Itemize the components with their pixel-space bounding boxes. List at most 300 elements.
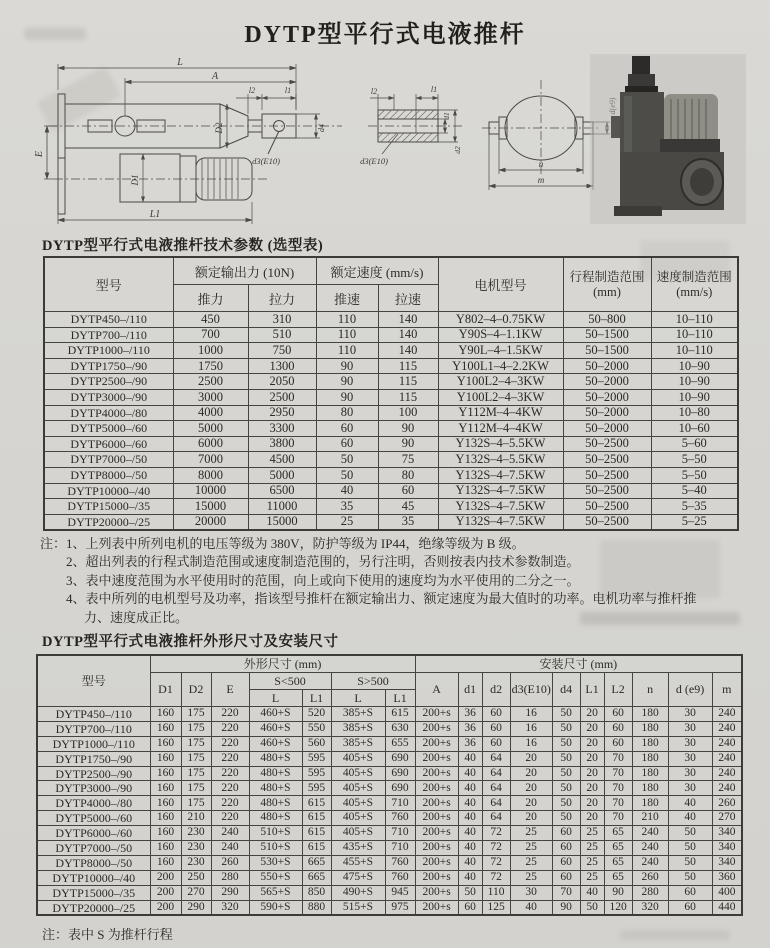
col-header-L-gt: L [331,690,385,707]
table-row [44,452,738,468]
table-cell: 160 [150,736,181,751]
table-cell: 405+S [331,811,385,826]
dim-label-D1: D1 [130,174,140,186]
table-cell: 210 [181,811,211,826]
table-cell: 15000 [248,514,316,530]
table-cell: 60 [604,721,632,736]
table-cell: 40 [316,483,378,499]
table-cell: 20 [580,796,604,811]
table-cell: 70 [604,751,632,766]
table-cell: 50 [552,796,580,811]
col-header-motor: 电机型号 [438,257,563,312]
table-cell: Y802–4–0.75KW [438,312,563,328]
dim-label-l1: l1 [284,86,292,95]
table-cell: 20 [510,796,552,811]
table-cell: DYTP3000–/90 [44,389,173,405]
table-cell: 10–80 [651,405,738,421]
table-cell: 40 [458,766,482,781]
table-cell: 65 [604,841,632,856]
table-cell: 5–25 [651,514,738,530]
scan-artifact [620,930,730,940]
col-header-de9: d (e9) [668,673,712,707]
table-cell: 160 [150,855,181,870]
table1-title: DYTP型平行式电液推杆技术参数 (选型表) [42,238,324,254]
table-cell: 200+s [415,781,458,796]
table-cell: 50–2000 [563,374,651,390]
table-row [44,514,738,530]
table-cell: 60 [552,870,580,885]
table-cell: 140 [378,343,438,359]
table-cell: 65 [604,855,632,870]
table-cell: 72 [482,841,510,856]
table-cell: 175 [181,736,211,751]
dim-label-d4: d4 [317,124,326,132]
table-cell: 180 [632,781,668,796]
table-cell: 25 [580,870,604,885]
table-row [37,751,742,766]
note-item-4: 4、表中所列的电机型号及功率，指该型号推杆在额定输出力、额定速度为最大值时的功率。电机功率与推杆推力、速度成正比。 [66,591,697,625]
table-cell: 72 [482,870,510,885]
table-cell: 50 [668,870,712,885]
table-cell: 140 [378,312,438,328]
table-cell: 975 [385,900,415,915]
table-cell: DYTP450–/110 [44,312,173,328]
table-cell: DYTP7000–/50 [37,841,150,856]
table-cell: 72 [482,826,510,841]
product-photo [590,54,746,224]
table-cell: 250 [181,870,211,885]
table-cell: 60 [604,707,632,722]
col-header-L-lt: L [249,690,302,707]
col-group-install: 安装尺寸 (mm) [415,655,742,673]
table-cell: 180 [632,751,668,766]
table-cell: 175 [181,721,211,736]
table-cell: 340 [712,855,742,870]
table-cell: Y90L–4–1.5KW [438,343,563,359]
table-cell: 60 [378,483,438,499]
table-cell: 110 [316,343,378,359]
table-cell: 40 [510,900,552,915]
table-cell: 64 [482,766,510,781]
table-row [44,483,738,499]
table-cell: 405+S [331,796,385,811]
table-cell: 125 [482,900,510,915]
table-cell: 70 [604,796,632,811]
table-cell: 115 [378,358,438,374]
table-cell: 690 [385,751,415,766]
table-cell: 405+S [331,826,385,841]
table-cell: 200+s [415,885,458,900]
table-cell: 220 [211,721,249,736]
table-cell: 340 [712,841,742,856]
dim-label-A: A [211,71,219,82]
table-cell: 200 [150,885,181,900]
table-row [44,374,738,390]
table-cell: 2500 [173,374,248,390]
table-cell: 16 [510,707,552,722]
table-cell: 280 [632,885,668,900]
table-cell: 40 [668,811,712,826]
table-cell: 20000 [173,514,248,530]
table-cell: DYTP1000–/110 [37,736,150,751]
figure-area [30,54,746,232]
table2-footnote: 注：表中 S 为推杆行程 [42,927,173,942]
table-cell: 90 [552,900,580,915]
table-cell: 10–110 [651,343,738,359]
table-cell: 20 [580,766,604,781]
table-cell: 16 [510,736,552,751]
table-cell: 220 [211,766,249,781]
table-cell: DYTP700–/110 [44,327,173,343]
col-header-model2: 型号 [37,655,150,707]
table-cell: 460+S [249,736,302,751]
table-cell: 20 [510,811,552,826]
table-cell: 50 [552,721,580,736]
dim-label-E: E [34,150,45,158]
table-cell: 70 [552,885,580,900]
table-cell: 710 [385,841,415,856]
table-cell: 30 [510,885,552,900]
table-cell: 11000 [248,499,316,515]
table-cell: DYTP1750–/90 [44,358,173,374]
table-cell: 175 [181,707,211,722]
table-cell: 400 [712,885,742,900]
table-cell: 25 [510,870,552,885]
table-cell: 5–40 [651,483,738,499]
table-cell: 760 [385,811,415,826]
table-cell: 16 [510,721,552,736]
table-cell: 750 [248,343,316,359]
table-cell: 10000 [173,483,248,499]
table-row [44,389,738,405]
table-cell: 1300 [248,358,316,374]
table-cell: 10–90 [651,389,738,405]
table-cell: DYTP2500–/90 [37,766,150,781]
table-cell: 385+S [331,736,385,751]
table-row [44,405,738,421]
table-cell: 40 [458,826,482,841]
table-cell: 690 [385,766,415,781]
table-cell: 480+S [249,811,302,826]
table-cell: 160 [150,841,181,856]
table-cell: DYTP10000–/40 [44,483,173,499]
dim-label-L1: L1 [149,209,161,220]
col-header-E: E [211,673,249,707]
table-cell: 700 [173,327,248,343]
dimension-table [36,654,743,916]
table-cell: 200+s [415,826,458,841]
table-cell: 240 [712,721,742,736]
spec-table-body [44,312,738,531]
col-header-push-speed: 推速 [316,285,378,312]
table-row [44,343,738,359]
table-cell: DYTP1000–/110 [44,343,173,359]
table-cell: 50 [458,885,482,900]
table-cell: 175 [181,781,211,796]
table-cell: 30 [668,721,712,736]
table-row [37,781,742,796]
note-item-3: 3、表中速度范围为水平使用时的范围，向上或向下使用的速度均为水平使用的二分之一。 [66,572,580,588]
table-cell: Y132S–4–5.5KW [438,452,563,468]
dim-label-l1-detail: l1 [430,85,438,94]
table-cell: 480+S [249,796,302,811]
table-cell: 6500 [248,483,316,499]
table-cell: DYTP1750–/90 [37,751,150,766]
table-cell: 200+s [415,900,458,915]
table-cell: 615 [302,841,331,856]
table-cell: 2950 [248,405,316,421]
table-cell: Y100L1–4–2.2KW [438,358,563,374]
table-cell: 10–90 [651,374,738,390]
table-cell: 710 [385,826,415,841]
table-cell: 200+s [415,751,458,766]
table-cell: 2050 [248,374,316,390]
spec-table [43,256,739,531]
table-cell: 510+S [249,826,302,841]
table-cell: 50–2000 [563,358,651,374]
table-cell: 40 [458,855,482,870]
table-cell: 20 [580,736,604,751]
table-cell: 475+S [331,870,385,885]
table-cell: 240 [712,707,742,722]
table-cell: 30 [668,736,712,751]
table-cell: DYTP4000–/80 [44,405,173,421]
table-cell: DYTP20000–/25 [44,514,173,530]
col-header-L1-install: L1 [580,673,604,707]
table-cell: 230 [181,855,211,870]
table-cell: 630 [385,721,415,736]
table-cell: DYTP10000–/40 [37,870,150,885]
table-cell: 175 [181,796,211,811]
table-row [44,467,738,483]
table-cell: 405+S [331,766,385,781]
table-cell: 405+S [331,751,385,766]
col-header-L1-gt: L1 [385,690,415,707]
table-cell: 35 [378,514,438,530]
table-cell: 60 [552,855,580,870]
table-cell: 72 [482,855,510,870]
table-cell: 385+S [331,721,385,736]
table-row [44,358,738,374]
col-header-pull-force: 拉力 [248,285,316,312]
table-cell: 50–2500 [563,436,651,452]
table-cell: 270 [712,811,742,826]
table-cell: 110 [316,312,378,328]
table-cell: 160 [150,796,181,811]
table-row [37,855,742,870]
table-cell: 665 [302,870,331,885]
table-cell: 550 [302,721,331,736]
table-cell: 25 [510,841,552,856]
col-header-D1: D1 [150,673,181,707]
table-cell: 240 [632,841,668,856]
table-cell: 480+S [249,781,302,796]
table-row [44,421,738,437]
table-cell: DYTP3000–/90 [37,781,150,796]
dim-label-d3e10: d3(E10) [252,156,280,166]
table-cell: 595 [302,781,331,796]
table-cell: 320 [632,900,668,915]
col-header-model: 型号 [44,257,173,312]
table-cell: 310 [248,312,316,328]
table-cell: 4500 [248,452,316,468]
table-cell: 200+s [415,811,458,826]
table-cell: 200+s [415,707,458,722]
table-cell: 5000 [248,467,316,483]
col-header-pull-speed: 拉速 [378,285,438,312]
table-cell: 1750 [173,358,248,374]
table-cell: 220 [211,811,249,826]
table-cell: 70 [604,811,632,826]
table-cell: 10–110 [651,327,738,343]
col-header-d4: d4 [552,673,580,707]
table-row [44,499,738,515]
col-header-D2: D2 [181,673,211,707]
table-cell: DYTP7000–/50 [44,452,173,468]
table-cell: 50–2500 [563,452,651,468]
col-header-rated-force: 额定输出力 (10N) [173,257,316,285]
table-cell: Y132S–4–7.5KW [438,467,563,483]
table-cell: 3300 [248,421,316,437]
table-cell: 40 [458,751,482,766]
table-cell: 60 [552,826,580,841]
table-cell: 510 [248,327,316,343]
table-cell: 20 [580,751,604,766]
table-cell: 90 [378,436,438,452]
table-cell: 60 [316,421,378,437]
dim-label-l2: l2 [248,86,256,95]
table-cell: 115 [378,374,438,390]
table-cell: 665 [302,855,331,870]
table-cell: 460+S [249,721,302,736]
table-cell: 615 [302,826,331,841]
table-cell: 65 [604,870,632,885]
table-cell: 180 [632,721,668,736]
table-cell: 240 [712,751,742,766]
table-cell: 550+S [249,870,302,885]
table-cell: 515+S [331,900,385,915]
table-row [37,870,742,885]
table-cell: 50 [552,751,580,766]
table-cell: 615 [302,811,331,826]
table-cell: 175 [181,766,211,781]
table-cell: 5000 [173,421,248,437]
table-cell: 290 [181,900,211,915]
table-cell: 110 [316,327,378,343]
table-cell: Y132S–4–7.5KW [438,499,563,515]
table-cell: DYTP700–/110 [37,721,150,736]
table-cell: 590+S [249,900,302,915]
table-cell: 160 [150,707,181,722]
dim-label-m: m [537,175,545,185]
table-cell: 510+S [249,841,302,856]
table-cell: 60 [482,736,510,751]
table-cell: 25 [510,855,552,870]
table-cell: 50–2500 [563,483,651,499]
table-cell: 200+s [415,766,458,781]
table-cell: 25 [316,514,378,530]
table-cell: 36 [458,736,482,751]
table-cell: 20 [580,721,604,736]
table-cell: 90 [378,421,438,437]
table-row [37,736,742,751]
col-header-speed-range: 速度制造范围 (mm/s) [651,257,738,312]
note-item-1: 注：1、上列表中所列电机的电压等级为 380V，防护等级为 IP44，绝缘等级为 B 级。 [40,536,525,551]
table-cell: 110 [482,885,510,900]
table-cell: 260 [632,870,668,885]
table-cell: 10–90 [651,358,738,374]
table-cell: 360 [712,870,742,885]
table-cell: 240 [632,826,668,841]
dim-label-L: L [177,57,183,68]
table-cell: 80 [316,405,378,421]
table-cell: 50 [668,826,712,841]
col-header-L2: L2 [604,673,632,707]
table-cell: 60 [458,900,482,915]
table-cell: 25 [580,841,604,856]
col-header-d3E10: d3(E10) [510,673,552,707]
table-cell: 60 [668,885,712,900]
table-cell: 70 [604,766,632,781]
table-cell: 240 [211,841,249,856]
table-cell: Y90S–4–1.1KW [438,327,563,343]
table-cell: 710 [385,796,415,811]
table-cell: 45 [378,499,438,515]
table-cell: 64 [482,751,510,766]
table-cell: 50 [668,855,712,870]
table-cell: 180 [632,796,668,811]
table-cell: 435+S [331,841,385,856]
table-cell: 405+S [331,781,385,796]
table-cell: 240 [632,855,668,870]
table-cell: 50 [316,467,378,483]
table-cell: 64 [482,796,510,811]
table-cell: Y132S–4–7.5KW [438,483,563,499]
table-cell: 200+s [415,841,458,856]
table-cell: 180 [632,707,668,722]
table-cell: 520 [302,707,331,722]
table-cell: Y112M–4–4KW [438,421,563,437]
table-cell: DYTP8000–/50 [44,467,173,483]
table-cell: 50–1500 [563,343,651,359]
table-cell: 50 [552,781,580,796]
table-cell: 40 [458,870,482,885]
table-cell: 20 [580,781,604,796]
table-cell: 50–2000 [563,389,651,405]
table-cell: 50 [552,811,580,826]
table-cell: 20 [580,811,604,826]
table-cell: 2500 [248,389,316,405]
table-cell: 35 [316,499,378,515]
table-cell: 50–2500 [563,467,651,483]
table-cell: 30 [668,766,712,781]
table-row [37,721,742,736]
technical-drawing [30,54,746,232]
col-header-L1-lt: L1 [302,690,331,707]
table-cell: Y132S–4–5.5KW [438,436,563,452]
table-cell: 20 [510,766,552,781]
table-cell: 480+S [249,766,302,781]
table-row [37,900,742,915]
table-cell: 5–35 [651,499,738,515]
table-cell: 230 [181,826,211,841]
table-row [37,885,742,900]
dim-label-d1: d1 [442,112,451,120]
table-cell: 40 [458,796,482,811]
table-cell: DYTP8000–/50 [37,855,150,870]
table-cell: Y112M–4–4KW [438,405,563,421]
table-cell: 64 [482,781,510,796]
